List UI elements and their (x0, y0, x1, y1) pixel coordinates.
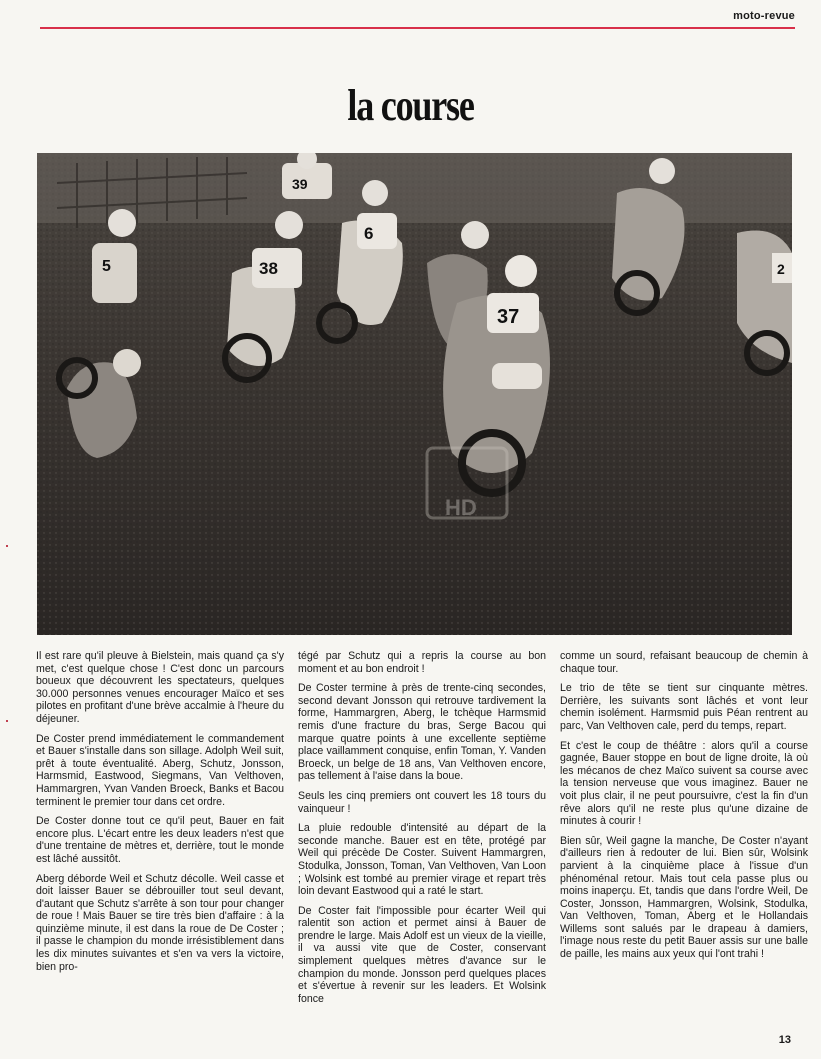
page-number: 13 (778, 1034, 791, 1046)
paragraph: Le trio de tête se tient sur cinquante mètres. Derrière, les suivants sont lâchés et vont leur chemin isolément. Harmsmid puis Péan rentrent au parc, Van Velthoven cale, perd du temps, repart. (560, 682, 808, 732)
header-rule (40, 27, 795, 29)
paragraph: De Coster donne tout ce qu'il peut, Bauer en fait encore plus. L'écart entre les deux leaders n'est que d'une trentaine de mètres et, derrière, tout le monde est lâché aussitôt. (36, 815, 284, 865)
race-photo (37, 153, 792, 635)
paragraph: Seuls les cinq premiers ont couvert les 18 tours du vainqueur ! (298, 789, 546, 815)
paragraph: De Coster termine à près de trente-cinq secondes, second devant Jonsson qui retrouve tardivement la forme, Hammargren, Aberg, le tchèque Harmsmid remis d'une fracture du bras, Serge Bacou qui marque quatre points à une excellente septième place vaillamment conquise, enfin Toman, Y. Vanden Broeck, un belge de 18 ans, Van Velthoven encore, pas tellement à l'aise dans la boue. (298, 682, 546, 783)
watermark-text: HD (445, 495, 477, 520)
text-column-1 (36, 650, 284, 1012)
rider-number-5: 5 (102, 258, 111, 275)
rider-number-38: 38 (259, 259, 278, 278)
paragraph: comme un sourd, refaisant beaucoup de chemin à chaque tour. (560, 650, 808, 675)
margin-mark (6, 720, 8, 722)
paragraph: Il est rare qu'il pleuve à Bielstein, mais quand ça s'y met, c'est quelque chose ! C'est donc un parcours boueux que découvrent les spectateurs, quelques 30.000 personnes venues encourager Maïco et ses pilotes en profitant d'une brève accalmie à l'heure du déjeuner. (36, 650, 284, 725)
paragraph: De Coster prend immédiatement le commandement et Bauer s'installe dans son sillage. Adolph Weil suit, prêt à toute éventualité. Aberg, Schutz, Jonsson, Harmsmid, Eastwood, Siegmans, Van Velthoven, Hammargren, Yvan Vanden Broeck, Banks et Bacou terminent le premier tour dans cet ordre. (36, 732, 284, 808)
rider-number-39: 39 (292, 176, 308, 192)
article-body (36, 650, 808, 1012)
margin-mark (6, 545, 8, 547)
rider-number-37: 37 (497, 306, 520, 328)
paragraph: Bien sûr, Weil gagne la manche, De Coster n'ayant d'ailleurs rien à redouter de lui. Bien sûr, Wolsink parvient à la cinquième place à l'issue d'un phénoménal retour. Mais tout cela passe plus ou moins inaperçu. Et, tandis que dans l'ordre Weil, De Coster, Jonsson, Hammargren, Wolsink, Stodulka, Van Velthoven, Toman, Aberg et le Hollandais Willems sont salués par le drapeau à damiers, l'image nous reste du petit Bauer assis sur une balle de paille, les mains aux yeux qui l'ont trahi ! (560, 834, 808, 961)
text-column-2 (298, 650, 546, 1012)
rider-number-6: 6 (364, 224, 374, 243)
paragraph: tégé par Schutz qui a repris la course au bon moment et au bon endroit ! (298, 650, 546, 675)
rider-number-2: 2 (777, 261, 785, 277)
text-column-3 (560, 650, 808, 1012)
paragraph: De Coster fait l'impossible pour écarter Weil qui ralentit son action et permet ainsi à Bauer de prendre le large. Mais Adolf est un vieux de la vieille, il va aussi vite que de Coster, conservant simplement quelques mètres d'avance sur le champion du monde. Jonsson perd quelques places et s'évertue à revenir sur les leaders. Et Wolsink fonce (298, 904, 546, 1005)
paragraph: Aberg déborde Weil et Schutz décolle. Weil casse et doit laisser Bauer se débrouiller tout seul devant, d'autant que Schutz s'arrête à son tour pour changer de roue ! Mais Bauer se tire très bien d'affaire : à la quinzième minute, il est dans la roue de De Coster ; il passe le champion du monde irrésistiblement dans les dix minutes suivantes et s'en va vers la victoire, bien pro- (36, 872, 284, 973)
magazine-name: moto-revue (733, 10, 795, 22)
page-title: la course (347, 81, 474, 130)
paragraph: Et c'est le coup de théâtre : alors qu'il a course gagnée, Bauer stoppe en bout de ligne droite, là où les mécanos de chez Maïco suivent sa course avec la tension nerveuse que vous imaginez. Bauer ne voit plus clair, il ne peut poursuivre, c'est la fin d'un rêve alors qu'il ne reste plus qu'une dizaine de minutes à courir ! (560, 739, 808, 828)
paragraph: La pluie redouble d'intensité au départ de la seconde manche. Bauer est en tête, protégé par Weil qui précède De Coster. Suivent Hammargren, Stodulka, Jonsson, Toman, Van Velthoven, Van Loon ; Wolsink est tombé au premier virage et repart très loin devant Eastwood qui a raté le start. (298, 822, 546, 898)
